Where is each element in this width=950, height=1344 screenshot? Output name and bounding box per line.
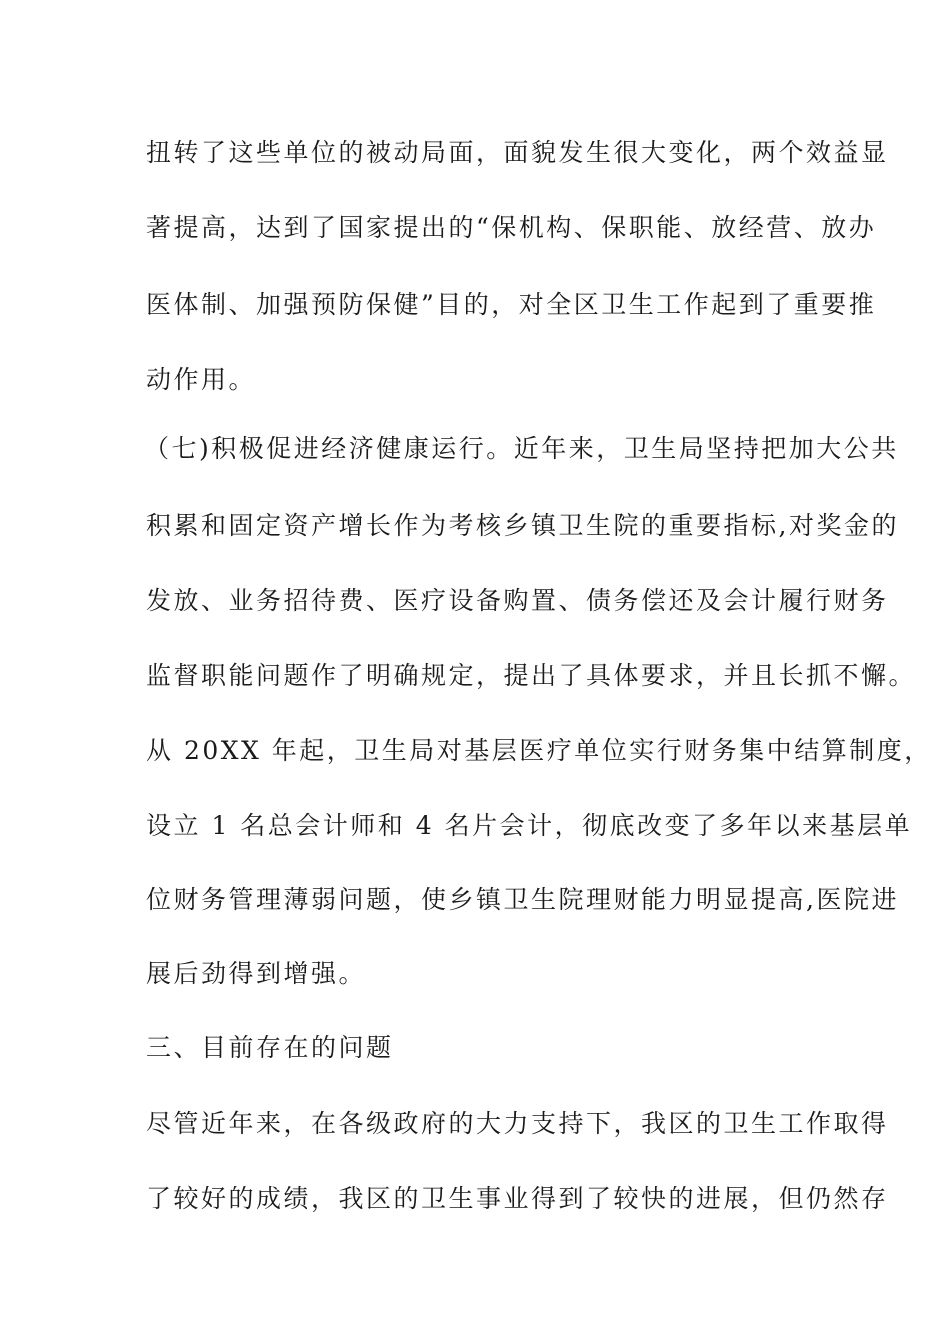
paragraph-line: 展后劲得到增强。 [146, 959, 367, 988]
paragraph-line: 积累和固定资产增长作为考核乡镇卫生院的重要指标,对奖金的 [146, 511, 899, 540]
paragraph-line: 设立 1 名总会计师和 4 名片会计，彻底改变了多年以来基层单 [146, 811, 913, 840]
paragraph-line: 了较好的成绩，我区的卫生事业得到了较快的进展，但仍然存 [146, 1184, 889, 1213]
paragraph-line: 尽管近年来，在各级政府的大力支持下，我区的卫生工作取得 [146, 1109, 889, 1138]
paragraph-line: 从 20XX 年起，卫生局对基层医疗单位实行财务集中结算制度， [146, 736, 932, 765]
paragraph-line: 监督职能问题作了明确规定，提出了具体要求，并且长抓不懈。 [146, 661, 917, 690]
paragraph-line: 扭转了这些单位的被动局面，面貌发生很大变化，两个效益显 [146, 138, 889, 167]
paragraph-line: 位财务管理薄弱问题，使乡镇卫生院理财能力明显提高,医院进 [146, 885, 899, 914]
paragraph-line: 动作用。 [146, 365, 257, 394]
paragraph-line: 著提高，达到了国家提出的“保机构、保职能、放经营、放办 [146, 213, 877, 242]
paragraph-line: 医体制、加强预防保健”目的，对全区卫生工作起到了重要推 [146, 290, 877, 319]
section-heading-line: （七)积极促进经济健康运行。近年来，卫生局坚持把加大公共 [144, 434, 899, 463]
paragraph-line: 发放、业务招待费、医疗设备购置、债务偿还及会计履行财务 [146, 586, 889, 615]
section-title: 三、目前存在的问题 [146, 1033, 394, 1062]
